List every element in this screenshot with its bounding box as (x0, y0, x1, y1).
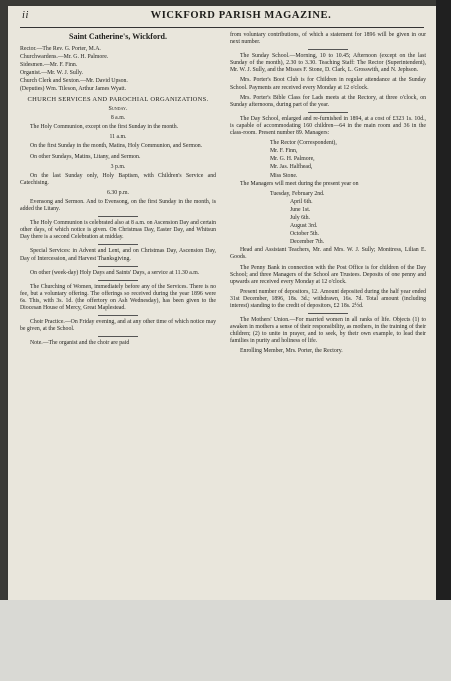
meeting-date: October 5th. (290, 231, 319, 238)
meeting-date: August 3rd. (290, 223, 318, 230)
magazine-title: WICKFORD PARISH MAGAZINE. (150, 10, 332, 21)
officer-deputies: (Deputies) Wm. Tileson, Arthur James Wyatt. (20, 86, 127, 93)
manager-item: Mr. F. Finn, (270, 148, 298, 155)
officer-churchwardens: Churchwardens.—Mr. G. H. Palmore. (20, 54, 109, 61)
meeting-date: Tuesday, February 2nd. (270, 190, 325, 197)
section-title: CHURCH SERVICES AND PAROCHIAL ORGANIZATIONS. (27, 95, 209, 103)
officer-rector: Rector.—The Rev. G. Porter, M.A. (20, 46, 101, 52)
paragraph: The Mothers' Union.—For married women in all ranks of life. Objects (1) to awaken in mothers a sense of their responsibility, as mothers, in the training of their children; (2) to unite in prayer, and to seek, by their own example, to lead their families in purity and holiness of life. (230, 317, 426, 345)
right-column (230, 32, 426, 359)
paragraph: The Churching of Women, immediately before any of the Services. There is no fee, but a voluntary offering. The offerings so received during the year 1896 were 6s. This, with 3s. 1d. (the offertory on Ash Wednesday), has been given to the Diocesan House of Mercy, Great Maplestead. (20, 283, 216, 312)
divider (308, 49, 348, 50)
divider (308, 313, 348, 314)
meeting-date: July 6th. (290, 214, 310, 221)
scan-background (0, 600, 451, 681)
magazine-page (8, 6, 436, 600)
officer-clerk: Church Clerk and Sexton.—Mr. David Upson. (20, 78, 128, 85)
divider (98, 244, 138, 245)
divider (98, 280, 138, 281)
manager-item: The Rector (Correspondent), (270, 140, 337, 147)
scan-edge (436, 0, 451, 681)
paragraph: The Holy Communion is celebrated also at 8 a.m. on Ascension Day and certain other days, of which notice is given. On Christmas Day, Easter Day, and Whitsun Day there is a second Celebration at midday. (20, 220, 216, 241)
left-column (20, 32, 216, 350)
paragraph: Evensong and Sermon. And to Evensong, on the first Sunday in the month, is added the Litany. (20, 199, 216, 213)
manager-item: Mr. G. H. Palmore, (270, 156, 315, 163)
time-8am: 8 a.m. (110, 115, 126, 122)
divider (98, 336, 138, 337)
church-title: Saint Catherine's, Wickford. (69, 32, 167, 41)
divider (98, 315, 138, 316)
paragraph: The Day School, enlarged and re-furnished in 1894, at a cost of £323 1s. 10d., is capable of accommodating 160 children—64 in the main room and 36 in the class-room. Present number 89. Managers: (230, 115, 426, 137)
paragraph: On other Sundays, Matins, Litany, and Sermon. (30, 153, 141, 160)
paragraph: Special Services: in Advent and Lent, and on Christmas Day, Ascension Day, Day of Intercession, and Harvest Thanksgiving. (20, 248, 216, 262)
paragraph: On other (week-day) Holy Days and Saints' Days, a service at 11.30 a.m. (30, 269, 200, 276)
divider (98, 216, 138, 217)
meeting-date: April 6th. (290, 198, 313, 205)
paragraph: Head and Assistant Teachers, Mr. and Mrs. W. J. Sully; Monitress, Lilian E. Goods. (230, 247, 426, 261)
time-630pm: 6.30 p.m. (107, 189, 129, 196)
paragraph: On the first Sunday in the month, Matins, Holy Communion, and Sermon. (30, 143, 203, 150)
paragraph: Enrolling Member, Mrs. Porter, the Rectory. (240, 348, 343, 355)
officer-organist: Organist.—Mr. W. J. Sully. (20, 70, 83, 77)
page-header (22, 10, 422, 26)
page-number: ii (22, 10, 30, 21)
sunday-heading: Sunday. (108, 106, 128, 113)
paragraph: Choir Practice.—On Friday evening, and at any other time of which notice may be given, at the School. (20, 319, 216, 333)
paragraph: Note.—The organist and the choir are paid (30, 340, 130, 347)
paragraph: The Penny Bank in connection with the Post Office is for children of the Day School; and three Managers of the School are Trustees. Deposits of one penny and upwards are received every Monday at 12 o'clock. (230, 264, 426, 285)
manager-item: Miss Stone. (270, 172, 298, 179)
paragraph: from voluntary contributions, of which a statement for 1896 will be given in our next number. (230, 32, 426, 46)
officer-sidesmen: Sidesmen.—Mr. F. Finn. (20, 62, 78, 69)
paragraph: Mrs. Porter's Boot Club is for Children in regular attendance at the Sunday School. Payments are received every Monday at 12 o'clock. (230, 77, 426, 91)
manager-item: Mr. Jas. Halfhead, (270, 164, 313, 171)
meeting-date: June 1st. (290, 206, 311, 213)
paragraph: On the last Sunday only, Holy Baptism, with Children's Service and Catechising. (20, 172, 216, 186)
paragraph: The Holy Communion, except on the first Sunday in the month. (30, 124, 179, 131)
time-3pm: 3 p.m. (110, 163, 126, 170)
paragraph: Mrs. Porter's Bible Class for Lads meets at the Rectory, at three o'clock, on Sunday afternoons, during part of the year. (230, 94, 426, 108)
paragraph: The Managers will meet during the present year on (240, 180, 359, 187)
time-11am: 11 a.m. (109, 134, 127, 141)
paragraph: The Sunday School.—Morning, 10 to 10.45; Afternoon (except on the last Sunday of the month), 2.30 to 3.30. Teaching Staff: The Rector (Superintendent), Mr. W. J. Sully, and the Misses F. Stone, D. Clark, L. Grosswith, and N. Jephson. (230, 53, 426, 74)
paragraph: Present number of depositors, 12. Amount deposited during the half year ended 31st December, 1896, 18s. 3d.; withdrawn, 16s. 7d. Total amount (including interest) standing to the credit of depositors, £2 18s. 2½d. (230, 288, 426, 309)
header-rule (20, 27, 424, 28)
meeting-date: December 7th. (290, 239, 325, 246)
divider (308, 112, 348, 113)
divider (98, 266, 138, 267)
